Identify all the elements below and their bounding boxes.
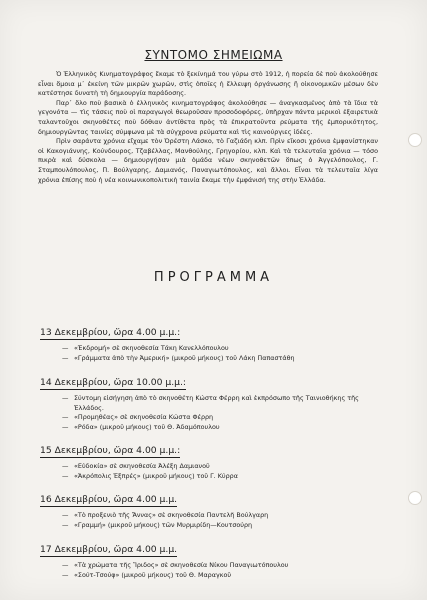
session-date: 17 Δεκεμβρίου, ὥρα 4.00 μ.μ. bbox=[40, 544, 178, 555]
dash-mark: — bbox=[62, 462, 69, 470]
session-item-text: «Γραμμή» (μικροῦ μήκους) τῶν Μυρμιρίδη—Κουτσούρη bbox=[74, 520, 253, 529]
intro-paragraph: Ὁ Ἑλληνικὸς Κινηματογράφος ἔκαμε τὸ ξεκίνημά του γύρω στὸ 1912, ἡ πορεία δὲ ποὺ ἀκολούθησε εἶναι ὅμοια μ᾽ ἐκείνη τῶν μικρῶν χωρῶν, στὶς ὁποῖες ἡ ἔλλειψη ὀργάνωσης ἢ οἰκονομικῶν μέσων δὲν κατέστησε δυνατὴ τὴ δημιουργία παράδοσης. bbox=[38, 70, 378, 98]
session-date: 15 Δεκεμβρίου, ὥρα 4.00 μ.μ.: bbox=[40, 445, 181, 456]
session-item bbox=[62, 423, 380, 433]
punch-hole bbox=[408, 491, 422, 505]
dash-mark: — bbox=[62, 344, 69, 352]
dash-mark: — bbox=[62, 520, 69, 529]
intro-text bbox=[38, 70, 378, 185]
session-item-text: «Ἀκρόπολις Ἐξπρές» (μικροῦ μήκους) τοῦ Γ. Κύρρα bbox=[74, 471, 238, 480]
intro-paragraph: Πρὶν σαράντα χρόνια εἴχαμε τὸν Ὀρέστη Λάσκο, τὸ Γαζιάδη κλπ. Πρὶν εἴκοσι χρόνια ἐμφανίστηκαν οἱ Κακογιάννης, Κούνδουρος, Τζαβέλλας, Μανθούλης, Γρηγορίου, κλπ. Καὶ τὰ τελευταῖα χρόνια — τόσο πικρὰ καὶ δύσκολα — δημιουργήσαν μιὰ ὁμάδα νέων σκηνοθετῶν ὅπως ὁ Ἀγγελόπουλος, Γ. Σταμπουλόπουλος, Π. Βούλγαρης, Δαμιανός, Παναγιωτόπουλος, καὶ ἄλλοι. Εἶναι τὰ τελευταῖα λίγα χρόνια ἐπίσης ποὺ ἡ νέα κοινωνικοπολιτικὴ ταινία ἔκαμε τὴν ἐμφάνισή της στὴν Ἑλλάδα. bbox=[38, 137, 378, 184]
dash-mark: — bbox=[62, 353, 69, 362]
session-14 bbox=[40, 370, 380, 432]
session-item bbox=[62, 354, 380, 364]
session-item-text: «Τὰ χρώματα τῆς Ἴριδος» σὲ σκηνοθεσία Νίκου Παναγιωτόπουλου bbox=[74, 561, 289, 569]
session-date: 16 Δεκεμβρίου, ὥρα 4.00 μ.μ. bbox=[40, 494, 178, 505]
session-13 bbox=[40, 320, 380, 363]
session-item bbox=[62, 521, 380, 531]
session-item bbox=[62, 571, 380, 581]
session-item-text: Σύντομη εἰσήγηση ἀπὸ τὸ σκηνοθέτη Κώστα Φέρρη καὶ ἐκπρόσωπο τῆς Ταινιοθήκης τῆς Ἑλλάδος. bbox=[74, 394, 359, 412]
program-title: ΠΡΟΓΡΑΜΜΑ bbox=[153, 270, 274, 285]
session-item-text: «Εὐδοκία» σὲ σκηνοθεσία Ἀλέξη Δαμιανοῦ bbox=[74, 462, 210, 470]
session-item-text: «Τὸ προξενιὸ τῆς Ἄννας» σὲ σκηνοθεσία Παντελῆ Βούλγαρη bbox=[74, 511, 269, 519]
session-item bbox=[62, 511, 380, 521]
document-heading: ΣΥΝΤΟΜΟ ΣΗΜΕΙΩΜΑ bbox=[144, 48, 283, 62]
dash-mark: — bbox=[62, 422, 69, 431]
session-date: 13 Δεκεμβρίου, ὥρα 4.00 μ.μ.: bbox=[40, 327, 181, 338]
dash-mark: — bbox=[62, 570, 69, 579]
dash-mark: — bbox=[62, 413, 69, 422]
session-item bbox=[62, 394, 380, 413]
session-item bbox=[62, 472, 380, 482]
session-15 bbox=[40, 438, 380, 481]
session-17 bbox=[40, 537, 380, 580]
session-item-text: «Γράμματα ἀπὸ τὴν Ἀμερική» (μικροῦ μήκους) τοῦ Λάκη Παπαστάθη bbox=[74, 353, 295, 362]
dash-mark: — bbox=[62, 394, 69, 402]
intro-paragraph: Παρ᾽ ὅλο ποὺ βασικὰ ὁ ἑλληνικὸς κινηματογράφος ἀκολούθησε — ἀναγκασμένος ἀπὸ τὰ ἴδια τὰ γεγονότα — τὶς τάσεις ποὺ οἱ παραγωγοὶ θεωροῦσαν προσοδοφόρες, ὑπῆρχαν πάντα μερικοὶ ἐξαιρετικὰ ταλαντοῦχοι σκηνοθέτες ποὺ δόθιαν ἀντίθετα πρὸς τὰ ἐπικρατοῦντα ρεύματα τῆς ἐμπορικότητος, δημιουργῶντας ταινίες σύμφωνα μὲ τὰ σύγχρονα ρεύματα καὶ τὶς καινούργιες ἰδέες. bbox=[38, 98, 378, 136]
dash-mark: — bbox=[62, 561, 69, 569]
session-item bbox=[62, 344, 380, 354]
session-item-text: «Προμηθέας» σὲ σκηνοθεσία Κώστα Φέρρη bbox=[74, 413, 214, 422]
session-item-text: «Σούτ-Τσούφ» (μικροῦ μήκους) τοῦ Θ. Μαραγκοῦ bbox=[74, 570, 232, 579]
session-item bbox=[62, 413, 380, 423]
session-item bbox=[62, 561, 380, 571]
session-item-text: «Ρόδα» (μικροῦ μήκους) τοῦ Θ. Ἀδαμόπουλου bbox=[74, 422, 220, 431]
session-16 bbox=[40, 487, 380, 530]
punch-hole bbox=[408, 133, 422, 147]
session-item-text: «Ἐκδρομή» σὲ σκηνοθεσία Τάκη Κανελλόπουλου bbox=[74, 344, 229, 352]
dash-mark: — bbox=[62, 511, 69, 519]
session-date: 14 Δεκεμβρίου, ὥρα 10.00 μ.μ.: bbox=[40, 377, 187, 388]
dash-mark: — bbox=[62, 471, 69, 480]
session-item bbox=[62, 462, 380, 472]
